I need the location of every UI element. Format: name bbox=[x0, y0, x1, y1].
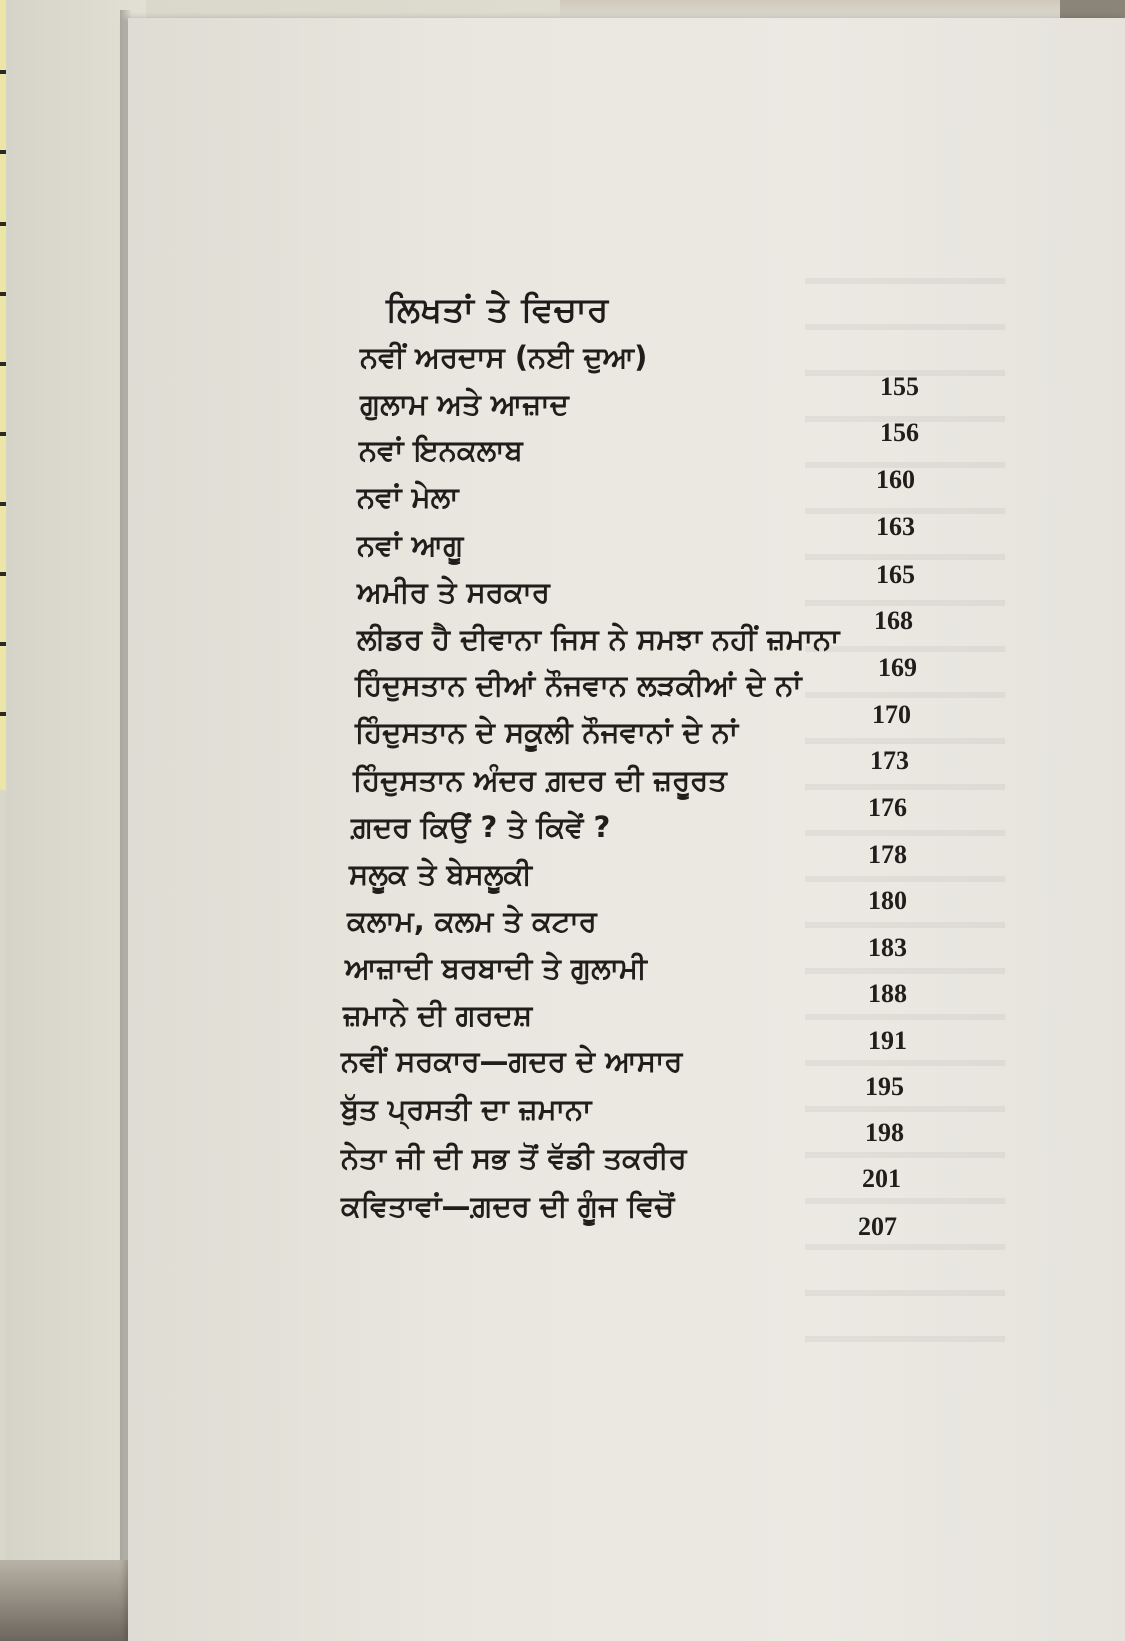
toc-entry-title: ਨਵੀਂ ਅਰਦਾਸ (ਨਈ ਦੁਆ) bbox=[360, 340, 648, 374]
toc-entry-title: ਬੁੱਤ ਪ੍ਰਸਤੀ ਦਾ ਜ਼ਮਾਨਾ bbox=[341, 1092, 592, 1126]
toc-entry-page-number: 183 bbox=[868, 933, 907, 962]
toc-entry-title: ਹਿੰਦੁਸਤਾਨ ਅੰਦਰ ਗ਼ਦਰ ਦੀ ਜ਼ਰੂਰਤ bbox=[353, 763, 727, 797]
toc-entry-title: ਹਿੰਦੁਸਤਾਨ ਦੀਆਂ ਨੌਜਵਾਨ ਲੜਕੀਆਂ ਦੇ ਨਾਂ bbox=[355, 668, 802, 702]
toc-entry-page-number: 198 bbox=[865, 1118, 904, 1147]
toc-entry-title: ਨਵਾਂ ਆਗੂ bbox=[357, 528, 464, 562]
toc-entry-page-number: 195 bbox=[865, 1072, 904, 1101]
toc-entry-page-number: 188 bbox=[868, 979, 907, 1008]
toc-entry-title: ਅਮੀਰ ਤੇ ਸਰਕਾਰ bbox=[357, 575, 550, 609]
toc-entry-page-number: 191 bbox=[868, 1026, 907, 1055]
toc-entry-page-number: 160 bbox=[876, 465, 915, 494]
toc-entry-page-number: 156 bbox=[880, 418, 919, 447]
toc-entry-title: ਨਵਾਂ ਇਨਕਲਾਬ bbox=[359, 433, 523, 467]
toc-entry-title: ਆਜ਼ਾਦੀ ਬਰਬਾਦੀ ਤੇ ਗੁਲਾਮੀ bbox=[345, 951, 647, 985]
toc-entry-page-number: 168 bbox=[874, 606, 913, 635]
toc-entry-page-number: 165 bbox=[876, 560, 915, 589]
toc-entry-page-number: 180 bbox=[868, 886, 907, 915]
toc-entry-title: ਹਿੰਦੁਸਤਾਨ ਦੇ ਸਕੂਲੀ ਨੌਜਵਾਨਾਂ ਦੇ ਨਾਂ bbox=[355, 715, 739, 749]
toc-entry-page-number: 178 bbox=[868, 840, 907, 869]
toc-entry-page-number: 207 bbox=[858, 1212, 897, 1241]
toc-entry-title: ਨੇਤਾ ਜੀ ਦੀ ਸਭ ਤੋਂ ਵੱਡੀ ਤਕਰੀਰ bbox=[341, 1141, 687, 1175]
toc-entry-page-number: 173 bbox=[870, 746, 909, 775]
toc-entry-page-number: 163 bbox=[876, 512, 915, 541]
toc-entry-title: ਲੀਡਰ ਹੈ ਦੀਵਾਨਾ ਜਿਸ ਨੇ ਸਮਝਾ ਨਹੀਂ ਜ਼ਮਾਨਾ bbox=[357, 622, 840, 656]
toc-entry-title: ਜ਼ਮਾਨੇ ਦੀ ਗਰਦਸ਼ bbox=[343, 998, 533, 1032]
toc-entry-title: ਕਲਾਮ, ਕਲਮ ਤੇ ਕਟਾਰ bbox=[347, 904, 597, 938]
toc-entry-page-number: 201 bbox=[862, 1164, 901, 1193]
toc-entry-page-number: 176 bbox=[868, 793, 907, 822]
toc-entry-title: ਗੁਲਾਮ ਅਤੇ ਆਜ਼ਾਦ bbox=[360, 387, 569, 421]
toc-entry-title: ਸਲੂਕ ਤੇ ਬੇਸਲੂਕੀ bbox=[349, 857, 532, 891]
toc-entry-page-number: 170 bbox=[872, 700, 911, 729]
toc-entry-title: ਕਵਿਤਾਵਾਂ—ਗ਼ਦਰ ਦੀ ਗੂੰਜ ਵਿਚੋਂ bbox=[341, 1189, 675, 1223]
toc-entry-page-number: 155 bbox=[880, 372, 919, 401]
toc-entry-title: ਗ਼ਦਰ ਕਿਉਂ ? ਤੇ ਕਿਵੇਂ ? bbox=[351, 810, 611, 844]
toc-entry-page-number: 169 bbox=[878, 653, 917, 682]
book-page bbox=[128, 18, 1125, 1641]
toc-entry-title: ਨਵੀਂ ਸਰਕਾਰ—ਗਦਰ ਦੇ ਆਸਾਰ bbox=[341, 1044, 683, 1078]
toc-entry-title: ਨਵਾਂ ਮੇਲਾ bbox=[357, 480, 459, 514]
toc-heading: ਲਿਖਤਾਂ ਤੇ ਵਿਚਾਰ bbox=[386, 290, 609, 330]
